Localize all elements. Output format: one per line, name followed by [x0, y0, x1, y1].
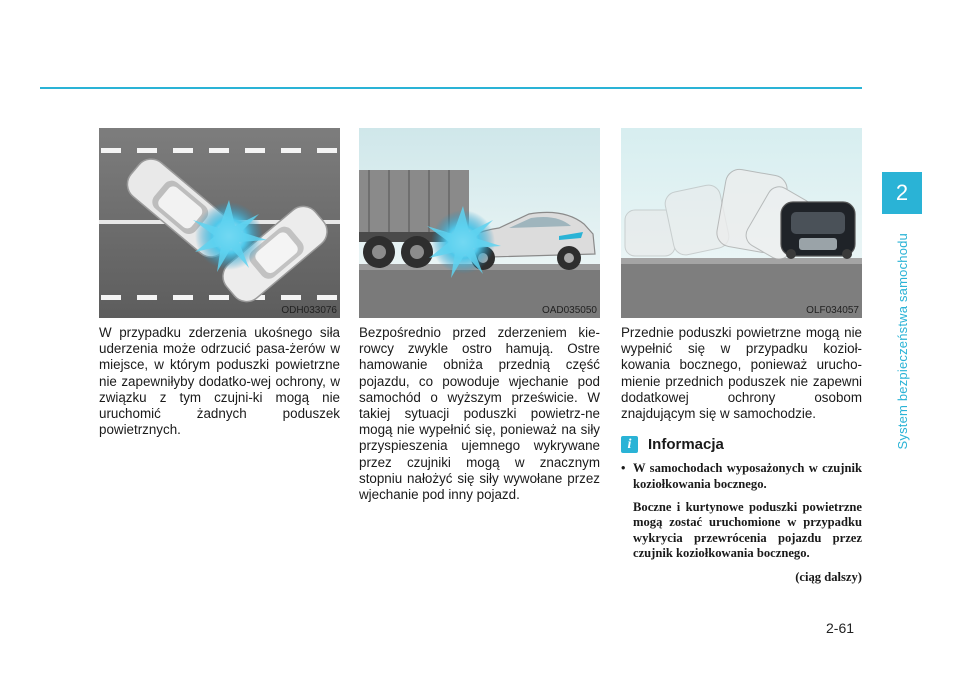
underride-illustration: [359, 128, 600, 318]
column-1: [99, 128, 340, 438]
bullet-dot: •: [621, 461, 626, 476]
info-box: [621, 461, 862, 585]
chapter-number: 2: [895, 180, 909, 205]
header-rule: [40, 87, 862, 89]
figure-code: OAD035050: [541, 305, 597, 316]
column-2: [359, 128, 600, 503]
info-title: Informacja: [648, 436, 724, 454]
chapter-tab: [882, 172, 922, 214]
info-icon: i: [621, 436, 638, 453]
chapter-title: System bezpieczeństwa samochodu: [894, 232, 910, 450]
figure-3-caption: Przednie poduszki powietrzne mogą nie wypełnić się w przypadku kozioł-kowania bocznego, ponieważ urucho-mienie przednich poduszek nie zapewni dodatkowej ochrony osobom znajdującym się w samochodzie.: [621, 325, 862, 422]
figure-code: ODH033076: [281, 305, 337, 316]
page-number: 2-61: [826, 620, 855, 636]
figure-rollover: [621, 128, 862, 318]
figure-1-caption: W przypadku zderzenia ukośnego siła uderzenia może odrzucić pasa-żerów w miejsce, w którym poduszki powietrzne nie zapewniłyby dodatko-wej ochrony, w związku z tym czujni-ki mogą nie uruchomić żadnych poduszek powietrznych.: [99, 325, 340, 438]
figure-code: OLF034057: [806, 305, 859, 316]
chapter-title-vertical: [884, 226, 920, 456]
info-paragraph: Boczne i kurtynowe poduszki powietrzne mogą zostać uruchomione w przypadku wykrycia przewrócenia pojazdu przez czujnik koziołkowania bocznego.: [633, 500, 862, 561]
info-heading: [621, 436, 862, 453]
continued-note: (ciąg dalszy): [795, 569, 862, 584]
info-bullet: [621, 461, 862, 492]
figure-2-caption: Bezpośrednio przed zderzeniem kie-rowcy zwykle ostro hamują. Ostre hamowanie obniża przednią część pojazdu, co powoduje wjechanie pod samochód o wyższym prześwicie. W takiej sytuacji poduszki powietrz-ne mogą nie wypełnić się, ponieważ na siły przyspieszenia ujemnego wykrywane przez czujniki mogą w znacznym stopniu nałożyć się siły wywołane przez wjechanie pod inny pojazd.: [359, 325, 600, 503]
column-3: [621, 128, 862, 585]
info-bullet-text: W samochodach wyposażonych w czujnik koziołkowania bocznego.: [633, 461, 862, 491]
rollover-illustration: [621, 128, 862, 318]
diagonal-collision-illustration: [99, 128, 340, 318]
figure-underride-collision: [359, 128, 600, 318]
figure-diagonal-collision: [99, 128, 340, 318]
